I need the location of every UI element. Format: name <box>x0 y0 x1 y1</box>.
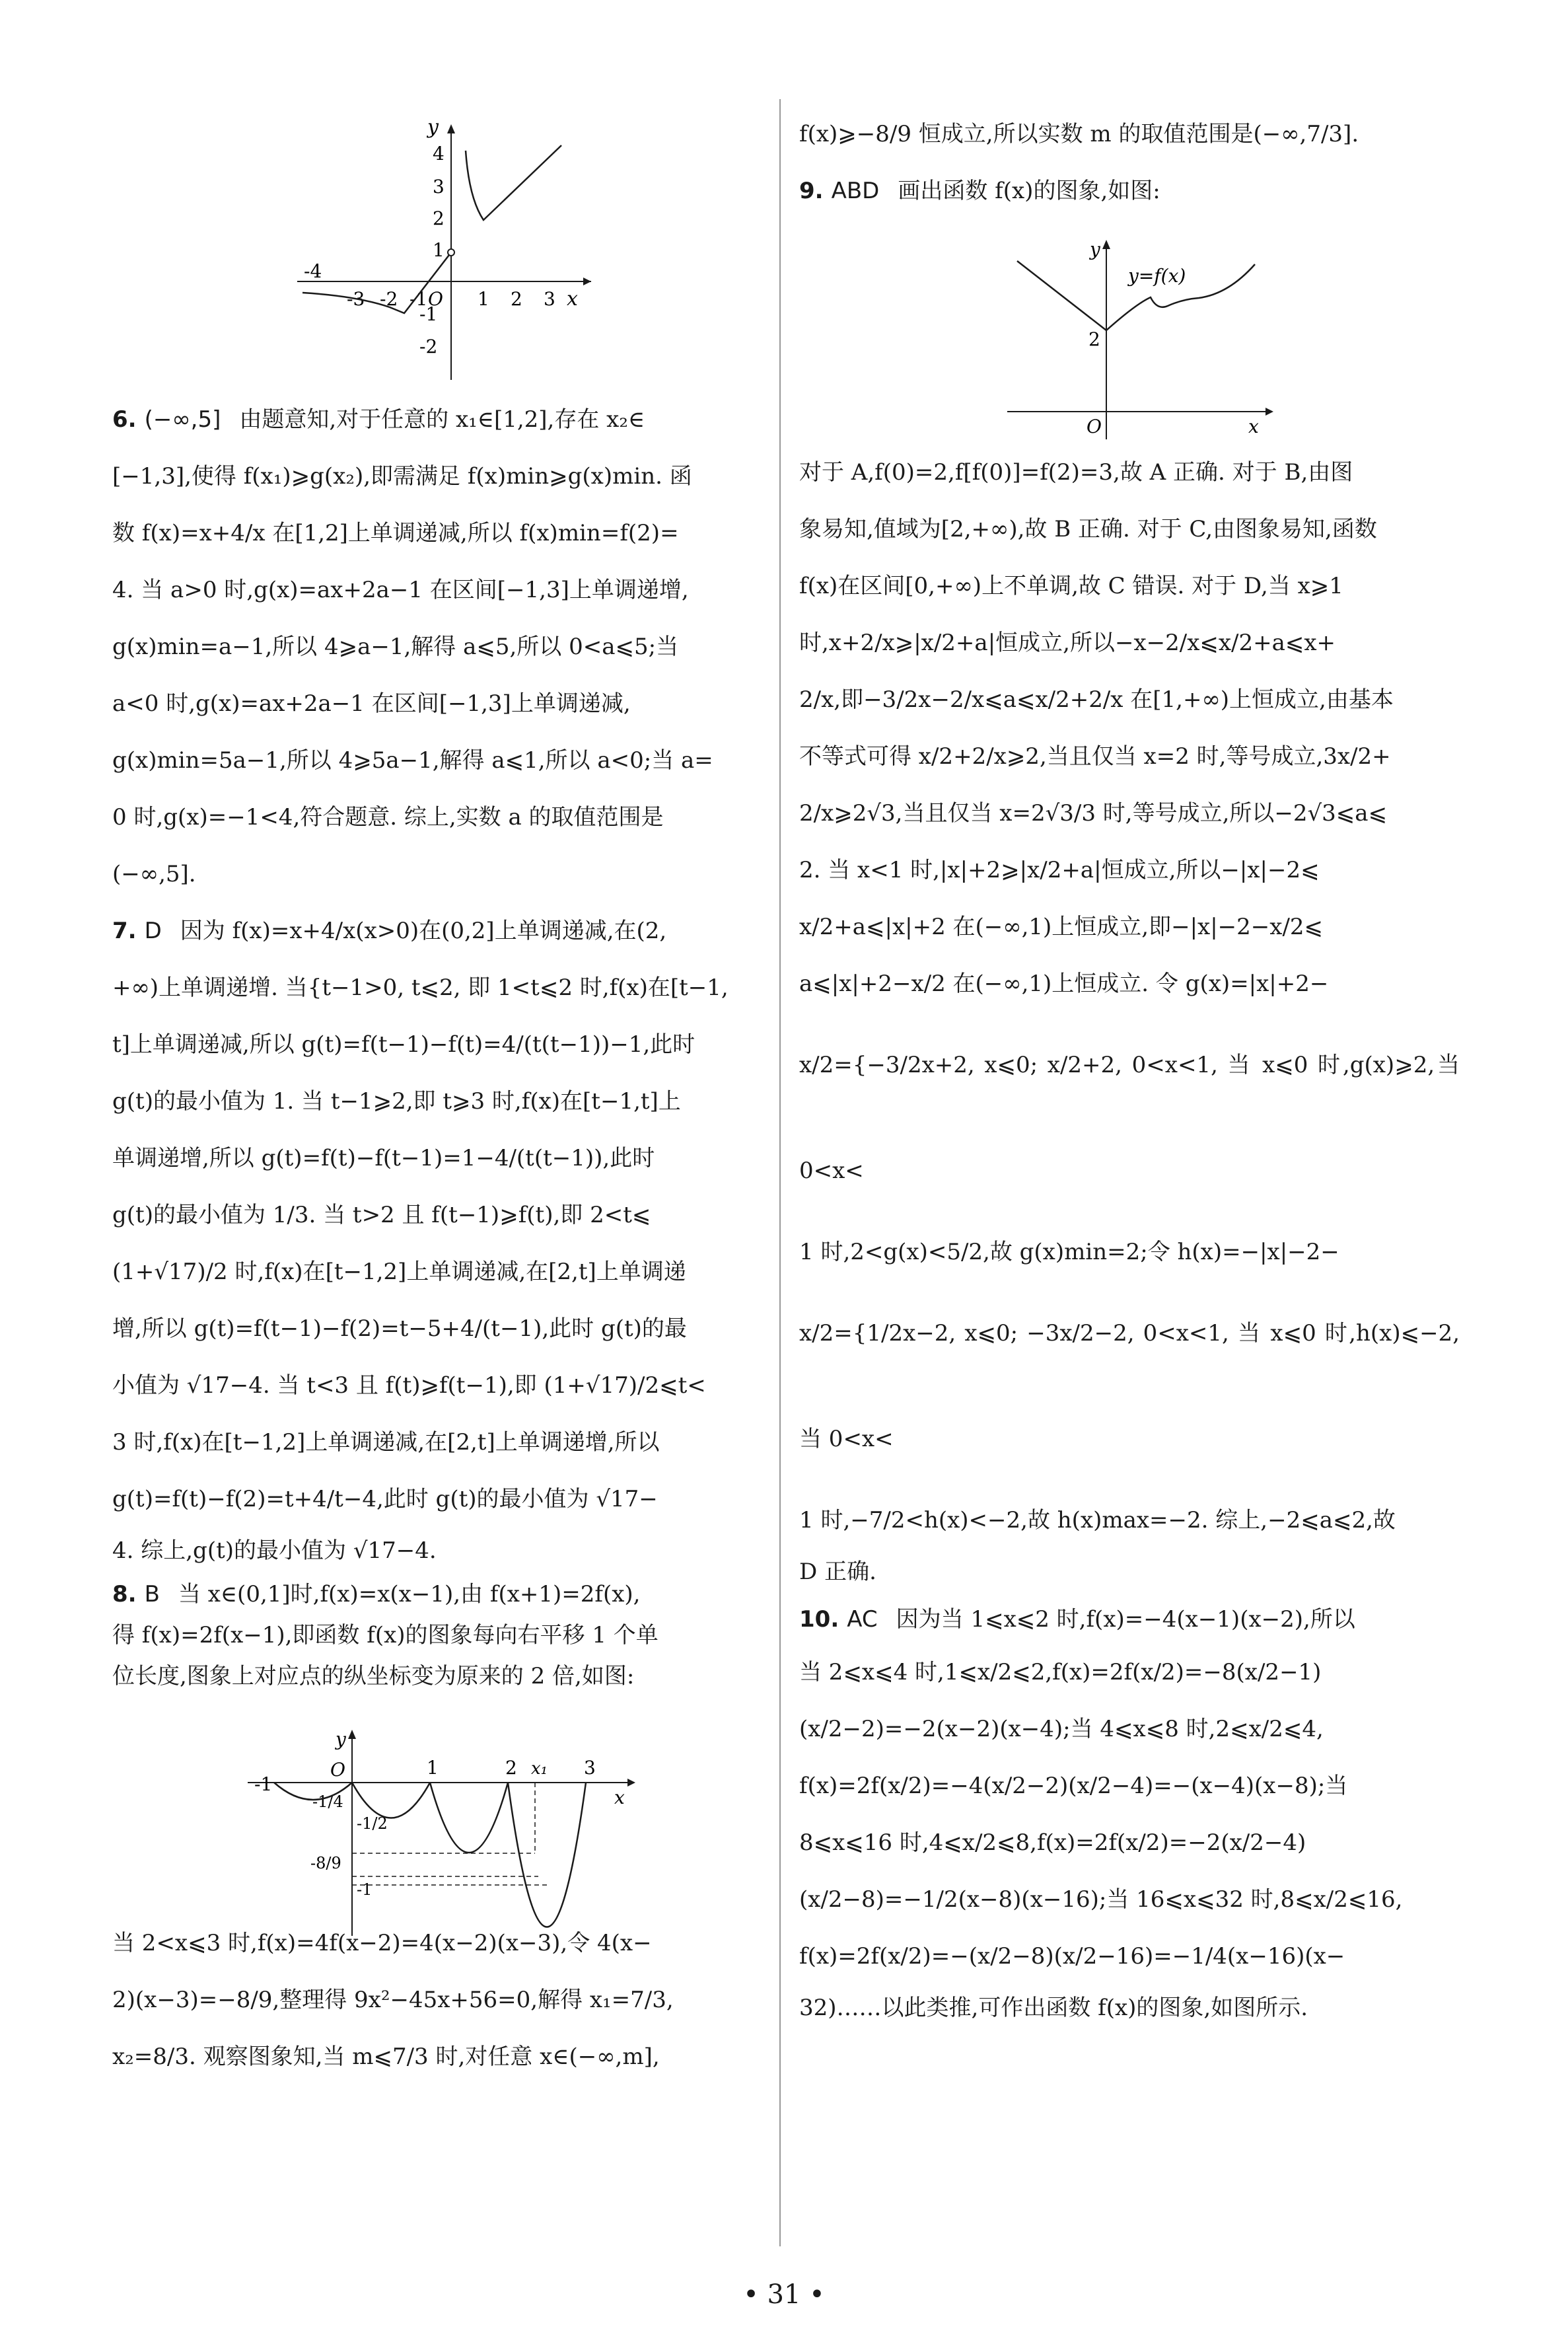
solution-8-line: 8. B 当 x∈(0,1]时,f(x)=x(x−1),由 f(x+1)=2f(x), <box>112 1581 641 1607</box>
fig1-origin-label: O <box>428 288 443 310</box>
solution-7-line: +∞)上单调递增. 当{t−1>0, t⩽2, 即 1<t⩽2 时,f(x)在[t−1, <box>112 975 729 1001</box>
solution-9-line: 2. 当 x<1 时,|x|+2⩾|x/2+a|恒成立,所以−|x|−2⩽ <box>799 857 1320 883</box>
solution-10-line: 当 2⩽x⩽4 时,1⩽x/2⩽2,f(x)=2f(x/2)=−8(x/2−1) <box>799 1659 1322 1685</box>
solution-9-head: 9. ABD 画出函数 f(x)的图象,如图: <box>799 178 1160 204</box>
solution-7-line: 3 时,f(x)在[t−1,2]上单调递减,在[2,t]上单调递增,所以 <box>112 1429 660 1456</box>
solution-6-line: a<0 时,g(x)=ax+2a−1 在区间[−1,3]上单调递减, <box>112 690 631 717</box>
figure-2-graph <box>244 1724 641 1942</box>
fig3-curve-label: y=f(x) <box>1128 265 1186 287</box>
fig1-y-tick: -1 <box>419 303 438 325</box>
solution-8-tail: f(x)⩾−8/9 恒成立,所以实数 m 的取值范围是(−∞,7/3]. <box>799 121 1359 147</box>
solution-6-line: 4. 当 a>0 时,g(x)=ax+2a−1 在区间[−1,3]上单调递增, <box>112 577 689 603</box>
solution-number: 8. <box>112 1581 137 1607</box>
solution-7-line: g(t)的最小值为 1. 当 t−1⩾2,即 t⩾3 时,f(x)在[t−1,t]上 <box>112 1088 681 1115</box>
solution-9-line: x/2={−3/2x+2, x⩽0; x/2+2, 0<x<1, 当 x⩽0 时,g(x)⩾2,当 0<x< <box>799 1052 1460 1184</box>
fig1-x-label: x <box>567 287 578 311</box>
solution-7-line: (1+√17)/2 时,f(x)在[t−1,2]上单调递减,在[2,t]上单调递 <box>112 1259 686 1285</box>
solution-9-line: D 正确. <box>799 1559 876 1585</box>
solution-7-line: 单调递增,所以 g(t)=f(t)−f(t−1)=1−4/(t(t−1)),此时 <box>112 1145 655 1171</box>
solution-9-line: a⩽|x|+2−x/2 在(−∞,1)上恒成立. 令 g(x)=|x|+2− <box>799 971 1329 997</box>
solution-6-line: 数 f(x)=x+4/x 在[1,2]上单调递减,所以 f(x)min=f(2)= <box>112 520 679 546</box>
fig3-y-label: y <box>1090 239 1100 260</box>
solution-7-line: 增,所以 g(t)=f(t−1)−f(2)=t−5+4/(t−1),此时 g(t)的最 <box>112 1315 687 1342</box>
solution-6-line: 6. (−∞,5] 由题意知,对于任意的 x₁∈[1,2],存在 x₂∈ <box>112 406 645 433</box>
solution-7-line: t]上单调递减,所以 g(t)=f(t−1)−f(t)=4/(t(t−1))−1,此时 <box>112 1031 695 1058</box>
fig2-x-tick: -1 <box>254 1773 273 1795</box>
solution-7-line: g(t)=f(t)−f(2)=t+4/t−4,此时 g(t)的最小值为 √17− <box>112 1486 658 1512</box>
solution-number: 6. <box>112 406 137 433</box>
solution-7-line: 4. 综上,g(t)的最小值为 √17−4. <box>112 1537 437 1564</box>
solution-answer: B <box>144 1581 160 1607</box>
page-number: • 31 • <box>743 2279 825 2310</box>
solution-6-line: 0 时,g(x)=−1<4,符合题意. 综上,实数 a 的取值范围是 <box>112 804 664 830</box>
solution-9-line: 象易知,值域为[2,+∞),故 B 正确. 对于 C,由图象易知,函数 <box>799 516 1377 542</box>
solution-9-line: 1 时,−7/2<h(x)<−2,故 h(x)max=−2. 综上,−2⩽a⩽2,故 <box>799 1507 1396 1533</box>
fig2-y-tick: -1/4 <box>312 1792 343 1811</box>
solution-answer: AC <box>847 1606 878 1633</box>
solution-9-line: f(x)在区间[0,+∞)上不单调,故 C 错误. 对于 D,当 x⩾1 <box>799 573 1343 599</box>
fig2-x-label: x <box>614 1787 625 1808</box>
solution-number: 9. <box>799 178 824 204</box>
solution-6-line: g(x)min=5a−1,所以 4⩾5a−1,解得 a⩽1,所以 a<0;当 a= <box>112 747 713 774</box>
solution-9-line: x/2+a⩽|x|+2 在(−∞,1)上恒成立,即−|x|−2−x/2⩽ <box>799 914 1324 940</box>
fig2-y-tick: -8/9 <box>310 1854 341 1872</box>
solution-answer: D <box>144 918 162 944</box>
fig2-x-tick: 3 <box>584 1757 596 1779</box>
fig2-y-label: y <box>336 1728 346 1750</box>
fig3-origin-label: O <box>1087 416 1102 437</box>
fig2-x-tick: 2 <box>505 1757 517 1779</box>
solution-6-line: [−1,3],使得 f(x₁)⩾g(x₂),即需满足 f(x)min⩾g(x)min. 函 <box>112 463 692 490</box>
solution-8-line: 2)(x−3)=−8/9,整理得 9x²−45x+56=0,解得 x₁=7/3, <box>112 1987 674 2013</box>
solution-10-line: (x/2−8)=−1/2(x−8)(x−16);当 16⩽x⩽32 时,8⩽x/2⩽16, <box>799 1886 1403 1913</box>
fig2-y-tick: -1 <box>357 1880 373 1899</box>
solution-10-line: (x/2−2)=−2(x−2)(x−4);当 4⩽x⩽8 时,2⩽x/2⩽4, <box>799 1716 1324 1742</box>
solution-10-line: 8⩽x⩽16 时,4⩽x/2⩽8,f(x)=2f(x/2)=−2(x/2−4) <box>799 1829 1306 1856</box>
column-divider <box>779 99 781 2246</box>
solution-number: 7. <box>112 918 137 944</box>
solution-number: 10. <box>799 1606 839 1633</box>
solution-8-line: 位长度,图象上对应点的纵坐标变为原来的 2 倍,如图: <box>112 1663 635 1689</box>
fig1-x-tick: -3 <box>347 288 365 310</box>
solution-8-line: x₂=8/3. 观察图象知,当 m⩽7/3 时,对任意 x∈(−∞,m], <box>112 2044 660 2070</box>
fig1-x-tick: -2 <box>380 288 398 310</box>
solution-9-line: 1 时,2<g(x)<5/2,故 g(x)min=2;令 h(x)=−|x|−2− <box>799 1239 1339 1265</box>
solution-10-line: f(x)=2f(x/2)=−4(x/2−2)(x/2−4)=−(x−4)(x−8);当 <box>799 1773 1348 1799</box>
fig2-x-tick: x₁ <box>531 1759 548 1779</box>
solution-10-line: 10. AC 因为当 1⩽x⩽2 时,f(x)=−4(x−1)(x−2),所以 <box>799 1606 1355 1633</box>
solution-9-body <box>799 444 1460 1595</box>
fig1-y-tick: -2 <box>419 336 438 357</box>
fig1-y-label: y <box>427 119 439 139</box>
fig1-x-tick: 1 <box>478 288 489 310</box>
fig1-x-tick: 2 <box>511 288 522 310</box>
figure-3-graph <box>1004 235 1281 446</box>
solution-9-line: 2/x⩾2√3,当且仅当 x=2√3/3 时,等号成立,所以−2√3⩽a⩽ <box>799 800 1388 827</box>
fig1-y-tick: 3 <box>433 176 445 198</box>
fig2-origin-label: O <box>330 1759 345 1781</box>
solution-10-line: 32)……以此类推,可作出函数 f(x)的图象,如图所示. <box>799 1995 1308 2021</box>
solution-9-line: 对于 A,f(0)=2,f[f(0)]=f(2)=3,故 A 正确. 对于 B,由图 <box>799 459 1353 486</box>
fig1-x-tick: -1 <box>410 288 428 310</box>
fig2-y-tick: -1/2 <box>357 1814 388 1833</box>
solution-6 <box>112 391 773 903</box>
solution-9-line: 2/x,即−3/2x−2/x⩽a⩽x/2+2/x 在[1,+∞)上恒成立,由基本 <box>799 686 1394 713</box>
solution-7-line: 7. D 因为 f(x)=x+4/x(x>0)在(0,2]上单调递减,在(2, <box>112 918 667 944</box>
fig1-x-tick: 3 <box>544 288 555 310</box>
fig1-y-tick: 1 <box>433 239 445 261</box>
solution-9-line: 时,x+2/x⩾|x/2+a|恒成立,所以−x−2/x⩽x/2+a⩽x+ <box>799 630 1336 656</box>
solution-9-line: x/2={1/2x−2, x⩽0; −3x/2−2, 0<x<1, 当 x⩽0 时,h(x)⩽−2,当 0<x< <box>799 1320 1460 1452</box>
solution-7-line: 小值为 √17−4. 当 t<3 且 f(t)⩾f(t−1),即 (1+√17)/2⩽t< <box>112 1372 706 1399</box>
solution-8-line: 得 f(x)=2f(x−1),即函数 f(x)的图象每向右平移 1 个单 <box>112 1622 659 1648</box>
solution-9-line: 不等式可得 x/2+2/x⩾2,当且仅当 x=2 时,等号成立,3x/2+ <box>799 743 1391 770</box>
solution-10 <box>799 1595 1460 2031</box>
solution-answer: ABD <box>831 178 880 204</box>
solution-10-line: f(x)=2f(x/2)=−(x/2−8)(x/2−16)=−1/4(x−16)(x− <box>799 1943 1345 1970</box>
fig1-y-tick: 2 <box>433 207 445 229</box>
fig1-x-tick: -4 <box>304 260 322 282</box>
fig1-y-tick: 4 <box>433 143 445 165</box>
solution-6-line: g(x)min=a−1,所以 4⩾a−1,解得 a⩽5,所以 0<a⩽5;当 <box>112 634 679 660</box>
solution-6-line: (−∞,5]. <box>112 861 196 887</box>
solution-8-line: 当 2<x⩽3 时,f(x)=4f(x−2)=4(x−2)(x−3),令 4(x− <box>112 1930 652 1956</box>
solution-answer: (−∞,5] <box>144 406 221 433</box>
fig3-y-tick: 2 <box>1088 328 1100 350</box>
fig3-x-label: x <box>1248 416 1259 437</box>
solution-7-line: g(t)的最小值为 1/3. 当 t>2 且 f(t−1)⩾f(t),即 2<t⩽ <box>112 1202 651 1228</box>
fig2-x-tick: 1 <box>427 1757 439 1779</box>
solution-7 <box>112 903 773 1574</box>
